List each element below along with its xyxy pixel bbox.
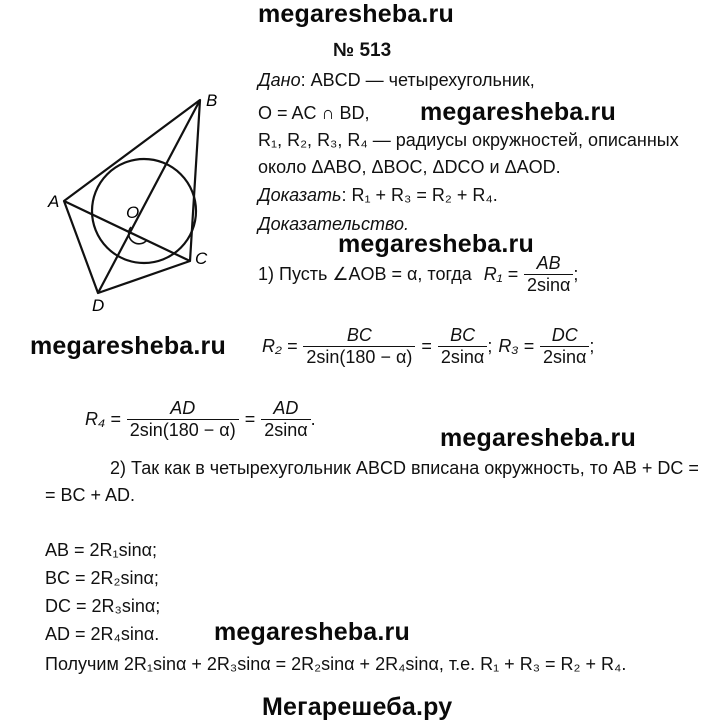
given-line-1 bbox=[258, 70, 535, 91]
given-text: : ABCD — четырехугольник, bbox=[300, 70, 535, 90]
r1-lhs: R₁ = bbox=[483, 264, 518, 284]
r3-lhs: R₃ = bbox=[498, 336, 534, 356]
equals: = bbox=[244, 409, 256, 429]
semicolon: ; bbox=[589, 336, 595, 356]
given-line-4: около ΔABO, ΔBOC, ΔDCO и ΔAOD. bbox=[258, 157, 561, 177]
watermark-footer: Мегарешеба.ру bbox=[262, 693, 453, 721]
equation-ab: AB = 2R₁sinα; bbox=[45, 540, 158, 560]
conclusion: Получим 2R₁sinα + 2R₃sinα = 2R₂sinα + 2R₄sinα, т.е. R₁ + R₃ = R₂ + R₄. bbox=[45, 654, 627, 674]
r2-lhs: R₂ = bbox=[262, 336, 298, 356]
vertex-label-d: D bbox=[92, 296, 105, 315]
semicolon: ; bbox=[573, 264, 579, 284]
watermark: megaresheba.ru bbox=[420, 98, 616, 126]
r4-line bbox=[85, 398, 316, 441]
vertex-label-b: B bbox=[206, 91, 218, 110]
r2-fraction-2 bbox=[438, 325, 487, 368]
r4-denominator-2: 2sinα bbox=[261, 419, 310, 441]
r4-fraction-1 bbox=[127, 398, 239, 441]
point-label-o: O bbox=[126, 203, 140, 222]
proof-label: Доказательство. bbox=[258, 214, 410, 234]
semicolon: ; bbox=[487, 336, 493, 356]
equals: = bbox=[421, 336, 432, 356]
geometry-figure bbox=[40, 80, 230, 315]
watermark: megaresheba.ru bbox=[214, 618, 410, 646]
inscribed-circle bbox=[92, 159, 196, 263]
r3-fraction bbox=[540, 325, 589, 368]
given-line-3: R₁, R₂, R₃, R₄ — радиусы окружностей, описанных bbox=[258, 130, 679, 150]
r3-numerator: DC bbox=[551, 325, 578, 345]
r2-r3-line bbox=[262, 325, 594, 368]
given-label: Дано bbox=[258, 70, 301, 90]
vertex-label-c: C bbox=[195, 249, 208, 268]
problem-number: № 513 bbox=[333, 40, 392, 61]
step1-line bbox=[258, 253, 578, 296]
r1-fraction bbox=[524, 253, 573, 296]
diagonal-bd bbox=[98, 100, 200, 293]
equation-dc: DC = 2R₃sinα; bbox=[45, 596, 161, 616]
r4-fraction-2 bbox=[261, 398, 310, 441]
watermark: megaresheba.ru bbox=[30, 332, 226, 360]
watermark-top: megaresheba.ru bbox=[258, 0, 454, 28]
given-line-2: O = AC ∩ BD, bbox=[258, 103, 370, 123]
watermark: megaresheba.ru bbox=[440, 424, 636, 452]
prove-line bbox=[258, 185, 498, 206]
r4-denominator-1: 2sin(180 − α) bbox=[127, 419, 239, 441]
r2-numerator-2: BC bbox=[450, 325, 476, 345]
prove-statement: : R₁ + R₃ = R₂ + R₄. bbox=[341, 185, 498, 205]
equation-bc: BC = 2R₂sinα; bbox=[45, 568, 159, 588]
r2-fraction-1 bbox=[303, 325, 415, 368]
step1-text: 1) Пусть ∠AOB = α, тогда bbox=[258, 264, 472, 284]
prove-label: Доказать bbox=[258, 185, 342, 205]
r2-numerator-1: BC bbox=[346, 325, 372, 345]
r2-denominator-1: 2sin(180 − α) bbox=[303, 346, 415, 368]
r3-denominator: 2sinα bbox=[540, 346, 589, 368]
r4-numerator-2: AD bbox=[273, 398, 299, 418]
step2-line-1: 2) Так как в четырехугольник ABCD вписана окружность, то AB + DC = bbox=[110, 458, 699, 478]
step2-line-2: = BC + AD. bbox=[45, 485, 136, 505]
r2-denominator-2: 2sinα bbox=[438, 346, 487, 368]
quadrilateral bbox=[64, 100, 200, 293]
r1-numerator: AB bbox=[536, 253, 561, 273]
period: . bbox=[310, 409, 316, 429]
r4-lhs: R₄ = bbox=[85, 409, 121, 429]
watermark: megaresheba.ru bbox=[338, 230, 534, 258]
vertex-label-a: A bbox=[48, 192, 60, 211]
equation-ad: AD = 2R₄sinα. bbox=[45, 624, 160, 644]
r4-numerator-1: AD bbox=[170, 398, 196, 418]
r1-denominator: 2sinα bbox=[524, 274, 573, 296]
